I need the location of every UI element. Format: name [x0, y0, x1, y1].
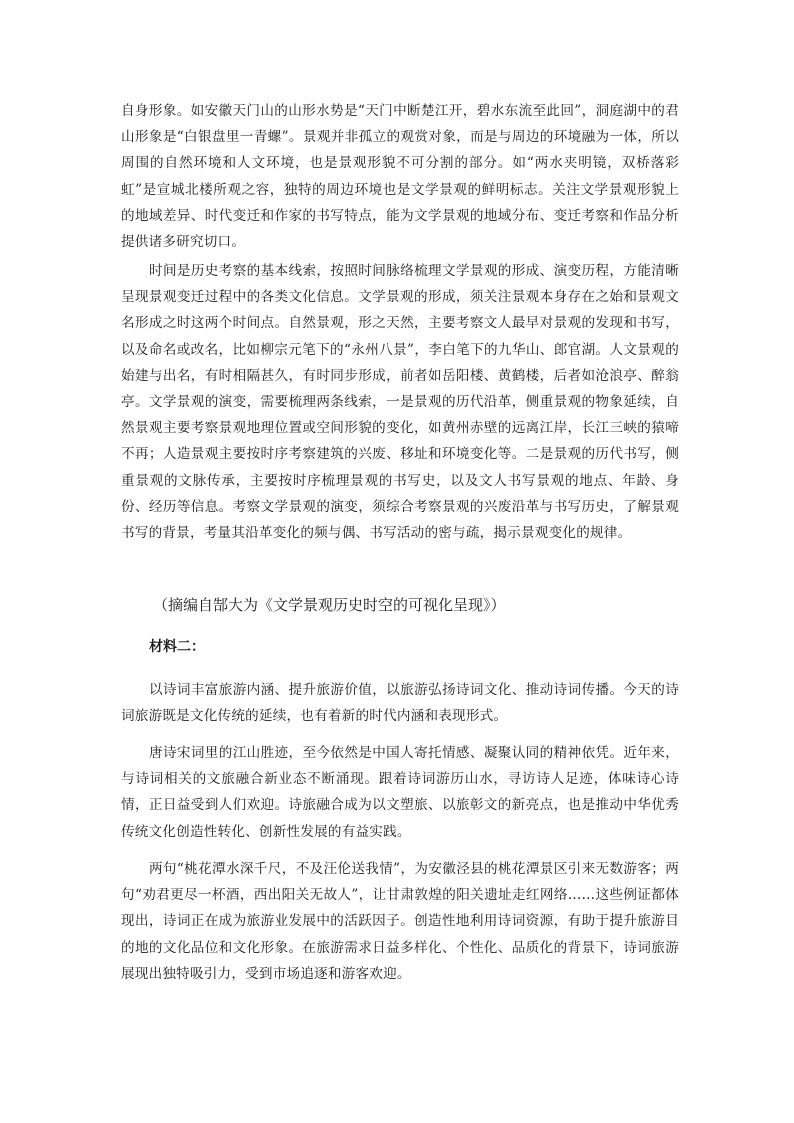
paragraph-landscape-form: 自身形象。如安徽天门山的山形水势是“天门中断楚江开，碧水东流至此回”，洞庭湖中的君山形象是“白银盘里一青螺”。景观并非孤立的观赏对象，而是与周边的环境融为一体，所以周围的自然环境和人文环境，也是景观形貌不可分割的部分。如“两水夹明镜，双桥落彩虹”是宣城北楼所观之容，独特的周边环境也是文学景观的鲜明标志。关注文学景观形貌上的地域差异、时代变迁和作家的书写特点，能为文学景观的地域分布、变迁考察和作品分析提供诸多研究切口。: [121, 103, 679, 251]
paragraph-time-clue: 时间是历史考察的基本线索，按照时间脉络梳理文学景观的形成、演变历程，方能清晰呈现景观变迁过程中的各类文化信息。文学景观的形成，须关注景观本身存在之始和景观文名形成之时这两个时间点。自然景观，形之天然，主要考察文人最早对景观的发现和书写，以及命名或改名，比如柳宗元笔下的“永州八景”，李白笔下的九华山、郎官湖。人文景观的始建与出名，有时相隔甚久，有时同步形成，前者如岳阳楼、黄鹤楼，后者如沧浪亭、醉翁亭。文学景观的演变，需要梳理两条线索，一是景观的历代沿革，侧重景观的物象延续，自然景观主要考察景观地理位置或空间形貌的变化，如黄州赤壁的远离江岸，长江三峡的猿啼不再；人造景观主要按时序考察建筑的兴废、移址和环境变化等。二是景观的历代书写，侧重景观的文脉传承，主要按时序梳理景观的书写史，以及文人书写景观的地点、年龄、身份、经历等信息。考察文学景观的演变，须综合考察景观的兴废沿革与书写历史，了解景观书写的背景，考量其沿革变化的频与偶、书写活动的密与疏，揭示景观变化的规律。: [121, 263, 679, 542]
paragraph-tang-song-sites: 唐诗宋词里的江山胜迹，至今依然是中国人寄托情感、凝聚认同的精神依凭。近年来，与诗词相关的文旅融合新业态不断涌现。跟着诗词游历山水，寻访诗人足迹，体味诗心诗情，正日益受到人们欢迎。诗旅融合成为以文塑旅、以旅彰文的新亮点，也是推动中华优秀传统文化创造性转化、创新性发展的有益实践。: [121, 745, 679, 840]
source-citation: （摘编自郜大为《文学景观历史时空的可视化呈现》）: [153, 596, 506, 614]
paragraph-poetry-tourism: 以诗词丰富旅游内涵、提升旅游价值，以旅游弘扬诗词文化、推动诗词传播。今天的诗词旅游既是文化传统的延续，也有着新的时代内涵和表现形式。: [121, 682, 679, 725]
paragraph-poem-examples: 两句“桃花潭水深千尺，不及汪伦送我情”，为安徽泾县的桃花潭景区引来无数游客；两句“劝君更尽一杯酒，西出阳关无故人”，让甘肃敦煌的阳关遗址走红网络……这些例证都体现出，诗词正在成为旅游业发展中的活跃因子。创造性地利用诗词资源，有助于提升旅游目的地的文化品位和文化形象。在旅游需求日益多样化、个性化、品质化的背景下，诗词旅游展现出独特吸引力，受到市场追逐和游客欢迎。: [121, 861, 679, 982]
section-heading-material-two: 材料二：: [149, 639, 205, 655]
